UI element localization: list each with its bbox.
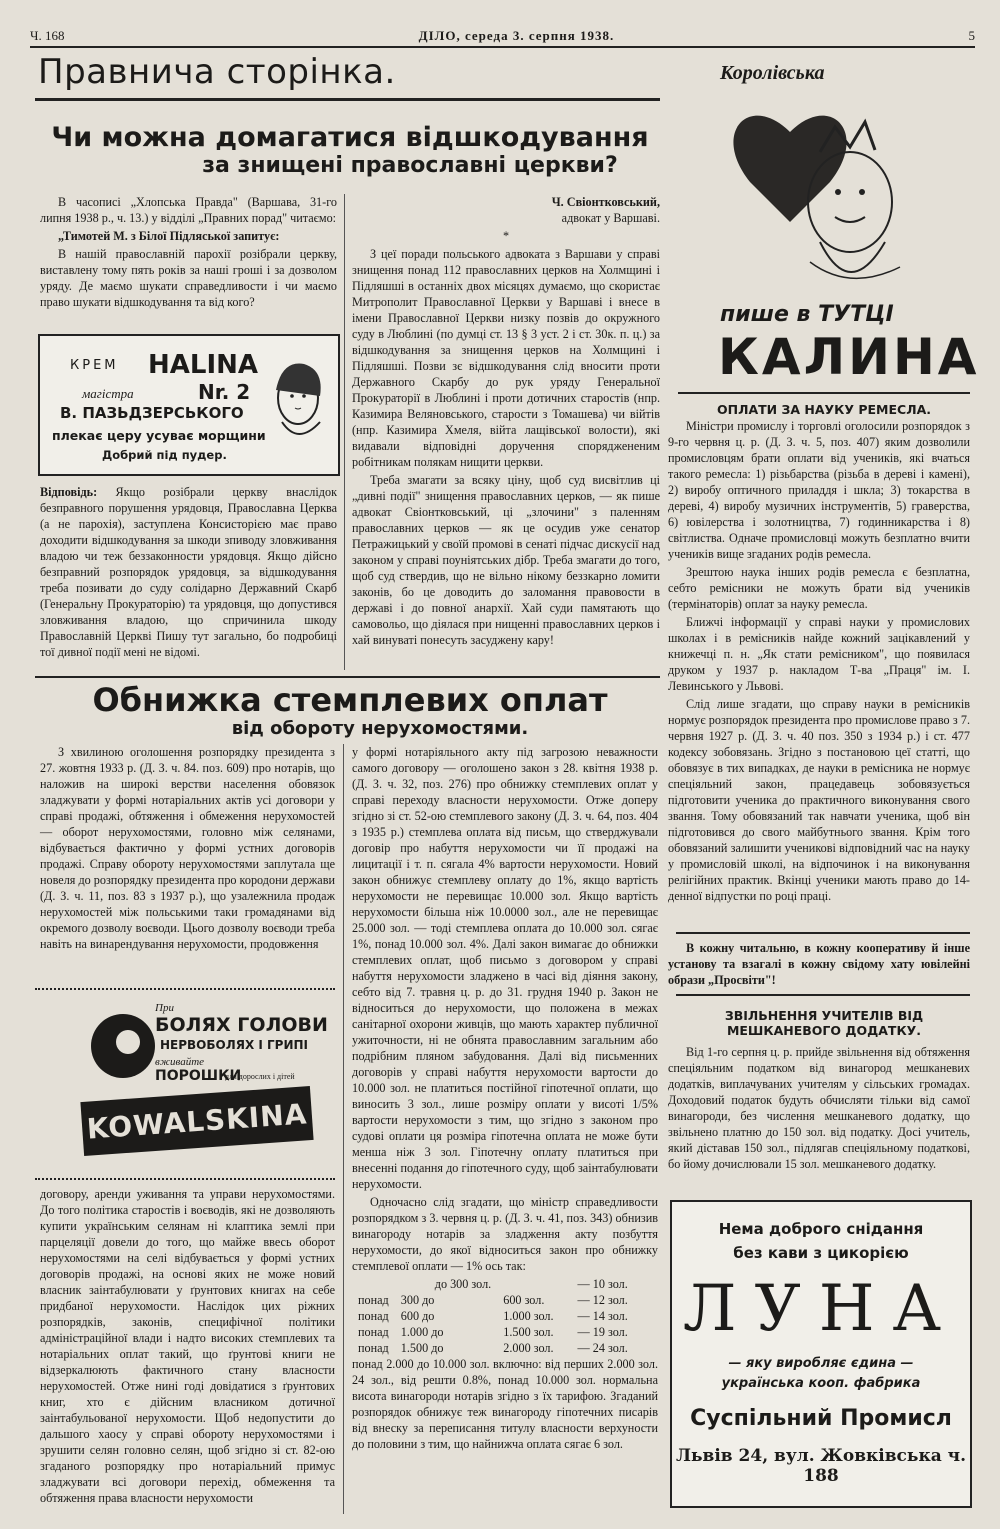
article1-p3: Треба змагати за всяку ціну, щоб суд висвітлив ці „дивні події" знищення православних церков, — як пише адвокат Свіонтковський, ці „злочини" з паленням православних церков — як це осудив уже сенатор Петражицький у своїй промові в сенаті підчас дискусії над законом у справі поуніятських дібр. Треба змагати до того, щоб суд ствердив, що не вільно нікому беззкарно ломити законів, бо це доводить до заломання правовости в державі і до повної анархії. Хай суди памятають що самовольо, що діялася при нищенні православних церков і хай винуваті понесуть засуджену кару! <box>352 473 660 647</box>
ad-luna-top2: без кави з цикорією <box>733 1244 909 1262</box>
article3-body <box>668 418 970 906</box>
fee-cell <box>560 1324 572 1340</box>
fee-cell: понад <box>358 1309 389 1323</box>
ad-halina-tag: Добрий під пудер. <box>102 448 227 462</box>
fee-cell: до 300 зол. <box>434 1277 492 1291</box>
right-rule-2 <box>676 932 970 934</box>
head-silhouette-icon <box>90 1006 156 1086</box>
article1-answer <box>40 484 337 662</box>
prosvita-notice-text: В кожну читальню, в кожну кооперативу й інше установу та взагалі в кожну свідому хату ювілейні образи „Просвіти"! <box>668 941 970 987</box>
fee-cell: понад <box>358 1341 389 1355</box>
article1-subtitle: за знищені православні церкви? <box>202 153 618 179</box>
article1-answer-lead: Відповідь: <box>40 485 98 499</box>
article2-title: Обнижка стемплевих оплат <box>92 681 608 719</box>
ad-kowalskina-line3: НЕРВОБОЛЯХ І ГРИПІ <box>160 1038 309 1052</box>
ad-kalyna-brand: КАЛИНА <box>718 328 980 386</box>
fee-cell <box>560 1340 572 1356</box>
fee-cell: — 19 зол. <box>577 1325 628 1339</box>
ad-halina-master: магістра <box>82 386 134 401</box>
ad-kowalskina-brand: KOWALSKINA <box>80 1086 313 1156</box>
fee-cell <box>560 1308 572 1324</box>
article1-title: Чи можна домагатися відшкодування <box>51 122 649 153</box>
article2-c1: З хвилиною оголошення розпорядку президента з 27. жовтня 1933 р. (Д. З. ч. 84. поз. 609) про нотарів, що наложив на широкі верстви населення обовязок зладжувати у формі нотаріальних актів усі договори у справі продажі, обтяження і обмеження нерухомостей — оборот нерухомостями, головно між селянами, відбувається фактично у формі устних договорів продажі. Справу обороту нерухомостями заплутала ще новеля до розпорядку президента про кородони держави (Д. З. ч. 11, поз. 83 з 1937 р.), що узалежнила продаж нерухомостей між польськими таки громадянами від окремого дозволу воєводи. Цього дозволу воєводи треба навіть на винарендування нерухомости, продовження <box>40 745 335 951</box>
fee-cell <box>560 1292 572 1308</box>
article1-intro: В часописі „Хлопська Правда" (Варшава, 31-го липня 1938 р., ч. 13.) у відділі „Правних порад" читаємо: <box>40 195 337 225</box>
fee-row <box>352 1324 634 1340</box>
article2-c2c: понад 2.000 до 10.000 зол. включно: від перших 2.000 зол. 24 зол., від решти 0.8%, понад 10.000 зол. нормальна висота винагороди нотарів згідно з їх тарифою. Згаданий розпорядок обнижує теж винагороду гіпотечних писарів від внеску за переписання титулу власности верхуности до половини з тим, що найнижча оплата сягає 6 зол. <box>352 1357 658 1451</box>
fee-cell: понад <box>358 1293 389 1307</box>
article1-question-lead: „Тимотей М. з Білої Підляської запитує: <box>58 229 280 243</box>
ad-kalyna-top: Королівська <box>720 62 825 84</box>
page-number-right: 5 <box>968 28 975 43</box>
ad-kalyna <box>680 56 980 396</box>
fee-cell: 1.000 до <box>400 1325 444 1339</box>
ad-halina-brand: HALINA <box>148 350 259 380</box>
ad-kowalskina <box>40 998 332 1174</box>
ad-halina-slogan: плекає цеpу усуває морщини <box>52 428 266 443</box>
ad-halina <box>38 334 340 476</box>
ad-kowalskina-line5: ПОРОШКИ <box>155 1068 242 1084</box>
article3-p2: Зрештою наука інших родів ремесла є безплатна, себто ремісники не можуть брати від учеників (термінаторів) оплат за науку ремесла. <box>668 565 970 611</box>
fee-cell <box>560 1276 572 1292</box>
fee-cell: 2.000 зол. <box>503 1341 554 1355</box>
fee-cell: понад <box>358 1325 389 1339</box>
article1-answer-text: Якщо розібрали церкву внаслідок безправного порушення урядовця, Православна Церква (а не парохія), заступлена Консисторією має право доходити відшкодування за шкоди зпиводу зловживання владою чи теж беззаконности урядовця. Якщо дійсно безправний розпорядок урядовця, за відшкодування треба позивати до суду солідарно Державний Скарб (Генеральну Прокураторію) та урядовця, що допустився зловживання владою, що спричинила шкоду Православній Церкві Пишу тут загально, бо подробиці тої дивної події мені не відомі. <box>40 485 337 659</box>
page-header <box>30 20 975 48</box>
right-rule-1 <box>678 392 970 394</box>
article1-col2 <box>352 194 660 650</box>
ad-luna-mid1: — яку виробляє єдина — <box>728 1356 914 1371</box>
ad-kowalskina-rule-bottom <box>35 1178 335 1182</box>
fee-cell <box>352 1276 395 1292</box>
ad-kowalskina-line1: При <box>155 1002 174 1014</box>
fee-cell: 1.500 зол. <box>503 1325 554 1339</box>
fee-cell: 1.000 зол. <box>503 1309 554 1323</box>
ad-kowalskina-line2: БОЛЯХ ГОЛОВИ <box>155 1014 328 1036</box>
ad-halina-krem: КРЕМ <box>70 358 119 373</box>
article1-col1-top <box>40 194 337 312</box>
section-rule <box>35 98 660 101</box>
article3-p4: Слід лише згадати, що справу науки в ремісників нормує розпорядок президента про промислове право з 7. червня 1927 р. (Д. З. ч. 40 поз. 350 з 1934 р.) і ст. 477 кодексу зобовязань. Згідно з постановою цеї статті, що обовязує в тих випадках, де науки в ремісника не нормує спеціяльний закон, працедавець зобовязується підготовити ученика до практичного виконування свого звання. Тому обовязаний так навчати ученика, щоб він підготовився до свого майбутнього звання. Крім того обовязаний залишити ученикові відповідний час на науку у промисловій школі, на відпочинок і на виконування релігійних практик. Вкінці ученики мають право до 14-денної відпустки по році праці. <box>668 697 970 903</box>
article2-col1-top <box>40 744 335 954</box>
article3-title: ОПЛАТИ ЗА НАУКУ РЕМЕСЛА. <box>716 402 932 417</box>
article4-body <box>668 1044 970 1174</box>
prosvita-notice <box>668 940 970 990</box>
fee-cell: — 10 зол. <box>577 1277 628 1291</box>
article2-c1b: договору, аренди уживання та управи нерухомостями. До того політика старостів і воєводів, які не дозволяють купити українським селянам ні клаптика землі при парцеляції довели до того, що майже ввесь оборот нерухомостями на селі відбувається у формі устних договорів продажі, на основі яких не може новий власник заінтабулювати у ґрунтових книгах на себе придбаної нерухомости. Наслідок цих ріжних розпорядків, законів, специфічної політики адміністраційної влади і надто високих стемплевих та нотаріальних оплат такий, що ґрунтові книги не відзеркалюють фактичного стану власности нерухомостей. Отже нині годі довідатися з ґрунтових книг, хто є дійсним власником дотичної заінтабульованої нерухомости. Щоб недопустити до дальшого хаосу у справі обороту нерухомостями і зрушити селян головно селян, щоб згідно зі ст. 82-ою згаданого розпорядку про нотаріальний примус зладжувати всі договори перехід, обмеження та обтяження права власности нерухомости <box>40 1187 335 1505</box>
article1-question: В нашій православній парохії розібрали церкву, виставлену тому пять років за наші гроші і за дозволом уряду. Де маємо шукати справедливости і чи маємо право шукати відшкодування та від кого? <box>40 247 337 309</box>
woman-portrait-icon <box>262 350 332 460</box>
article3-p3: Ближчі інформації у справі науки у промислових школах і в ремісників найде кожний зацікавлений у книжечці п. н. „Як стати ремісником", що появилася друком у 1937 р. накладом Т-ва „Праця" ім. І. Левинського у Львові. <box>668 615 970 693</box>
article2-c2b: Одночасно слід згадати, що міністр справедливости розпорядком з 3. червня ц. р. (Д. З. ч. 41, поз. 343) обнизив винагороду нотарів за зладження акту позбуття нерухомости, до якої відноситься закон про обнижку стемплевої оплати — 1% ось так: <box>352 1195 658 1273</box>
article2-headline <box>40 682 660 739</box>
ad-luna <box>670 1200 972 1508</box>
fee-cell: — 12 зол. <box>577 1293 628 1307</box>
fee-row <box>352 1308 634 1324</box>
article2-col1-bottom <box>40 1186 335 1508</box>
article2-subtitle: від обороту нерухомостями. <box>231 717 529 739</box>
article1-headline <box>40 122 660 178</box>
page-number-left: Ч. 168 <box>30 28 65 43</box>
ad-halina-maker: В. ПАЗЬДЗЕРСЬКОГО <box>60 404 244 422</box>
ad-kalyna-line: пише в ТУТЦІ <box>720 302 894 327</box>
article2-col2 <box>352 744 658 1454</box>
fee-row <box>352 1292 634 1308</box>
column-divider <box>344 194 345 670</box>
fee-cell: 300 до <box>400 1293 435 1307</box>
fee-table <box>352 1276 634 1356</box>
article1-star: * <box>502 229 510 243</box>
article1-signature-role: адвокат у Варшаві. <box>561 211 660 225</box>
ad-kowalskina-line6: для дорослих і дітей <box>225 1072 295 1081</box>
ad-kowalskina-rule-top <box>35 988 335 992</box>
fee-cell: — 24 зол. <box>577 1341 628 1355</box>
fee-cell <box>497 1276 559 1292</box>
article1-signature: Ч. Свіонтковський, <box>551 195 660 209</box>
ad-luna-company: Суспільний Промисл <box>690 1406 952 1431</box>
ad-luna-address: Львів 24, вул. Жовківська ч. 188 <box>675 1446 967 1486</box>
article3-p1: Міністри промислу і торговлі оголосили розпорядок з 9-го червня ц. р. (Д. З. ч. 5, поз. 407) яким дозволили промисловцям брати оплати від учеників, які вчаться такого ремесла: 1) різьбарства (різьба в дереві і камені), 2) виробу оптичного приладдя і шкла; 3) токарства в дереві, 4) виробу музичних інструментів, 5) граверства, 6) ювілерства і золотництва, 7) годинникарства і 8) світлиства. Одначе промисловці можуть безплатно вчити учеників вище згаданих родів ремесла. <box>668 419 970 561</box>
article1-p2: З цеї поради польського адвоката з Варшави у справі знищення понад 112 православних церков на Холмщині і Підляшші в останніх двох місяцях думаємо, що скористає Митрополит Православної Церкви у Варшаві і внесе в імени Православної Церкви низку позвів до окружного суду в Люблині (по думці ст. 13 § 3 уст. 2 і ст. 30к. п. ц.) за відшкодування за знищення церков на Холмщині і Підляшші. Позви зє відшкодування слід вносити проти Державного Скарбу до рук уряду Генеральної Прокураторії в Люблині і проти дотичних старостів (нпр. Казимира Веляновського, старости з Томашева) чи війтів (нпр. Казимира Хмеля, війта лащівської волости), які видавали відповідні доручення споряджененим робітникам полякам нищити церкви. <box>352 247 660 469</box>
masthead-date: ДІЛО, середа 3. серпня 1938. <box>418 28 615 43</box>
ad-kowalskina-line4: вживайте <box>155 1056 205 1068</box>
column-divider-2 <box>343 744 344 1514</box>
article4-p1: Від 1-го серпня ц. р. прийде звільнення від обтяження спеціяльним податком від винагород мешканевих додатків, виплачуваних учителям у сільських громадах. Доходовий податок будуть обчисляти тільки від самої винагороди, без числення мешканевого додатку, що звільнено платню до 150 зол. від податку. Досі учитель, який діставав 150 зол., підлягав спеціяльному податкові, бо йому дочислювали 15 зол. мешканевого додатку. <box>668 1045 970 1171</box>
article4-title: ЗВІЛЬНЕННЯ УЧИТЕЛІВ ВІД МЕШКАНЕВОГО ДОДАТКУ. <box>724 1008 924 1038</box>
fee-cell: 600 зол. <box>503 1293 545 1307</box>
article2-c2: у формі нотаріяльного акту під загрозою неважности самого договору — оголошено закон з 28. квітня 1938 р. (Д. З. ч. 32, поз. 276) про обнижку стемплевих оплат у справі переходу власности нерухомости. Отже доперу згідно зі ст. 52-ою стемплевого закону (Д. З. ч. 64, поз. 404 з 1935 р.) стемплева оплата від письм, що стверджували договір про набуття нерухомости чи її продажі на лицитації і т. п. сягала 4% вартости нерухомости. Новий закон обнижує стемплеву оплату до 1%, якщо вартість нерухомости не перевищає 10.000 зол. Якщо вартість нерухомости більша ніж 10.0000 зол., але не перевищає 25.000 зол. — тоді стемплева оплата до 10.000 зол. сягає 1%, понад 10.000 зол. 4%. Далі закон вимагає до обнижки стемплевих оплат, щоб письмо з договором у справі набуття нерухомости зладжено в часі від діяння закону, себто від 7. травня ц. р. до 31. грудня 1940 р. Закон не відноситься до нерухомости, що положена в межах санітарної охорони живців, що мають характер публичної ужиточности, ні не обнята православним загальним або подрібним пляном забудовання. Далі від письменних договорів у справі набуття нерухомости вартости до 10.000 зол. не платиться постійної гіпотечної оплати, що виносить 3 зол., лише розміру оплати у висоті 1/5% вартости нерухомости з тим, що згідно з законом про судові оплати ця розміра гіпотечна оплата не може бути менша ніж 3 зол. Гіпотечну оплату платиться при внесенні подання до гіпотечного суду, щоб заінтабулювати нерухомости. <box>352 745 658 1191</box>
ad-halina-number: Nr. 2 <box>198 380 251 404</box>
fee-row <box>352 1276 634 1292</box>
ad-luna-brand: ЛУНА <box>683 1272 959 1346</box>
fee-row <box>352 1340 634 1356</box>
article2-rule <box>35 676 660 678</box>
section-title: Правнича сторінка. <box>38 52 396 92</box>
fee-cell: 600 до <box>400 1309 435 1323</box>
ad-luna-top1: Нема доброго снідання <box>718 1220 924 1238</box>
fee-cell: 1.500 до <box>400 1341 444 1355</box>
fee-cell: — 14 зол. <box>577 1309 628 1323</box>
right-rule-3 <box>676 994 970 996</box>
king-heart-icon <box>710 92 930 312</box>
ad-luna-mid2: українська кооп. фабрика <box>721 1376 921 1391</box>
